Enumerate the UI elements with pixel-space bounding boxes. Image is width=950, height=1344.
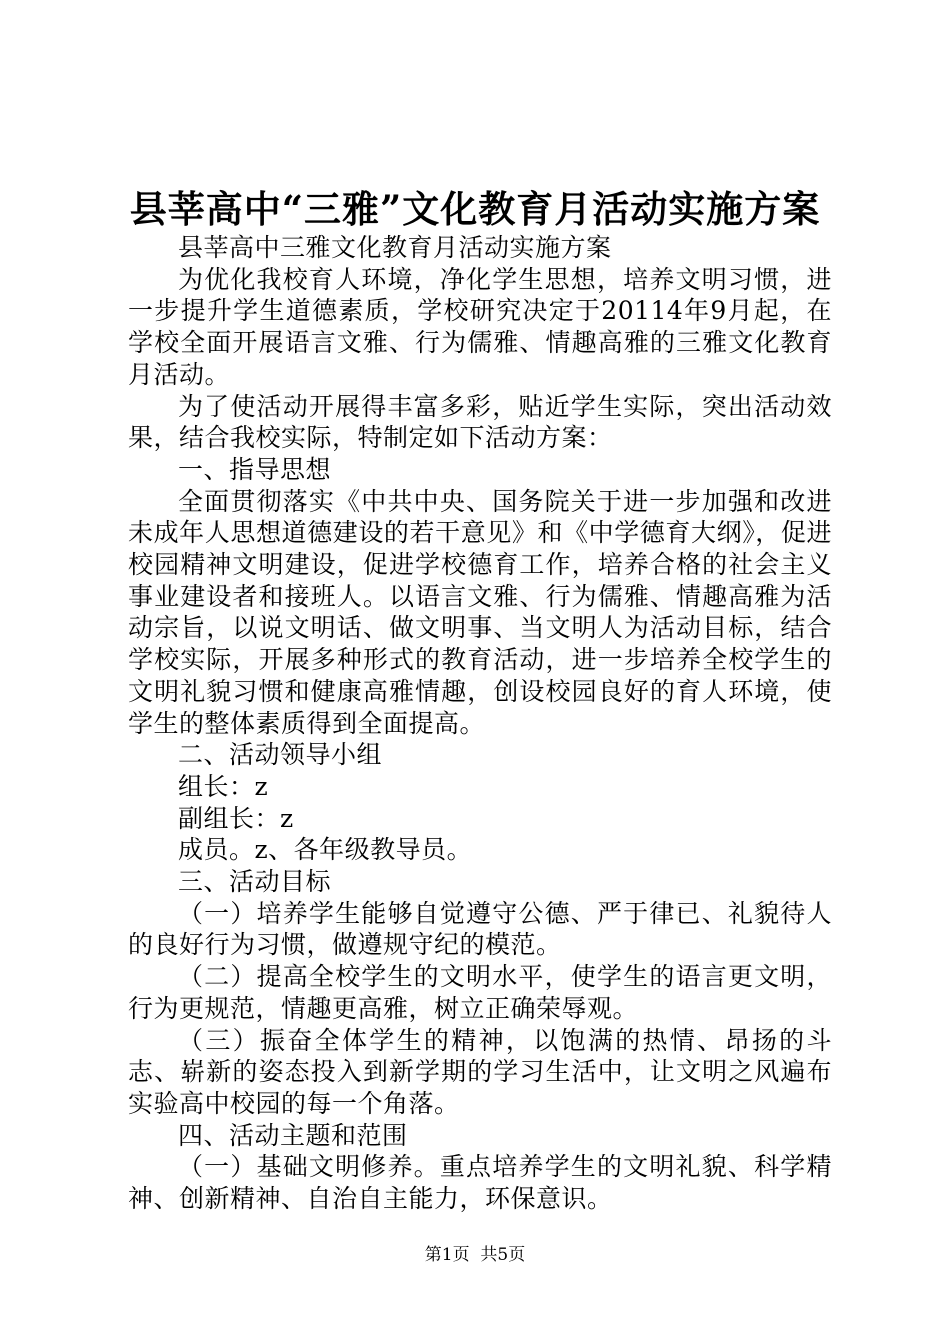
paragraph-subtitle: 县莘高中三雅文化教育月活动实施方案: [178, 233, 612, 262]
paragraph-purpose: 为了使活动开展得丰富多彩，贴近学生实际，突出活动效果，结合我校实际，特制定如下活动方案：: [128, 391, 832, 453]
paragraph-group-leader: 组长：z: [178, 771, 269, 801]
section-heading-leadership-group: 二、活动领导小组: [178, 740, 383, 770]
paragraph-guiding-ideology: 全面贯彻落实《中共中央、国务院关于进一步加强和改进未成年人思想道德建设的若干意见》和《中学德育大纲》，促进校园精神文明建设，促进学校德育工作，培养合格的社会主义事业建设者和接班人。以语言文雅、行为儒雅、情趣高雅为活动宗旨，以说文明话、做文明事、当文明人为活动目标，结合学校实际，开展多种形式的教育活动，进一步培养全校学生的文明礼貌习惯和健康高雅情趣，创设校园良好的育人环境，使学生的整体素质得到全面提高。: [128, 486, 832, 738]
document-title: 县莘高中“三雅”文化教育月活动实施方案: [129, 187, 821, 231]
paragraph-goal-1: （一）培养学生能够自觉遵守公德、严于律已、礼貌待人的良好行为习惯，做遵规守纪的模范。: [128, 898, 832, 960]
paragraph-members: 成员。z、各年级教导员。: [178, 835, 473, 865]
paragraph-deputy-leader: 副组长：z: [178, 803, 294, 833]
section-heading-guiding-ideology: 一、指导思想: [178, 454, 332, 484]
paragraph-intro: 为优化我校育人环境，净化学生思想，培养文明习惯，进一步提升学生道德素质，学校研究决定于20114年9月起，在学校全面开展语言文雅、行为儒雅、情趣高雅的三雅文化教育月活动。: [128, 264, 832, 389]
paragraph-theme-1: （一）基础文明修养。重点培养学生的文明礼貌、科学精神、创新精神、自治自主能力，环保意识。: [128, 1152, 832, 1214]
section-heading-theme-scope: 四、活动主题和范围: [178, 1120, 408, 1150]
section-heading-goals: 三、活动目标: [178, 867, 332, 897]
paragraph-goal-2: （二）提高全校学生的文明水平，使学生的语言更文明，行为更规范，情趣更高雅，树立正确荣辱观。: [128, 962, 832, 1023]
document-body: [128, 232, 832, 1215]
paragraph-goal-3: （三）振奋全体学生的精神，以饱满的热情、昂扬的斗志、崭新的姿态投入到新学期的学习生活中，让文明之风遍布实验高中校园的每一个角落。: [128, 1025, 832, 1118]
page-footer: 第1页 共5页: [424, 1245, 526, 1265]
